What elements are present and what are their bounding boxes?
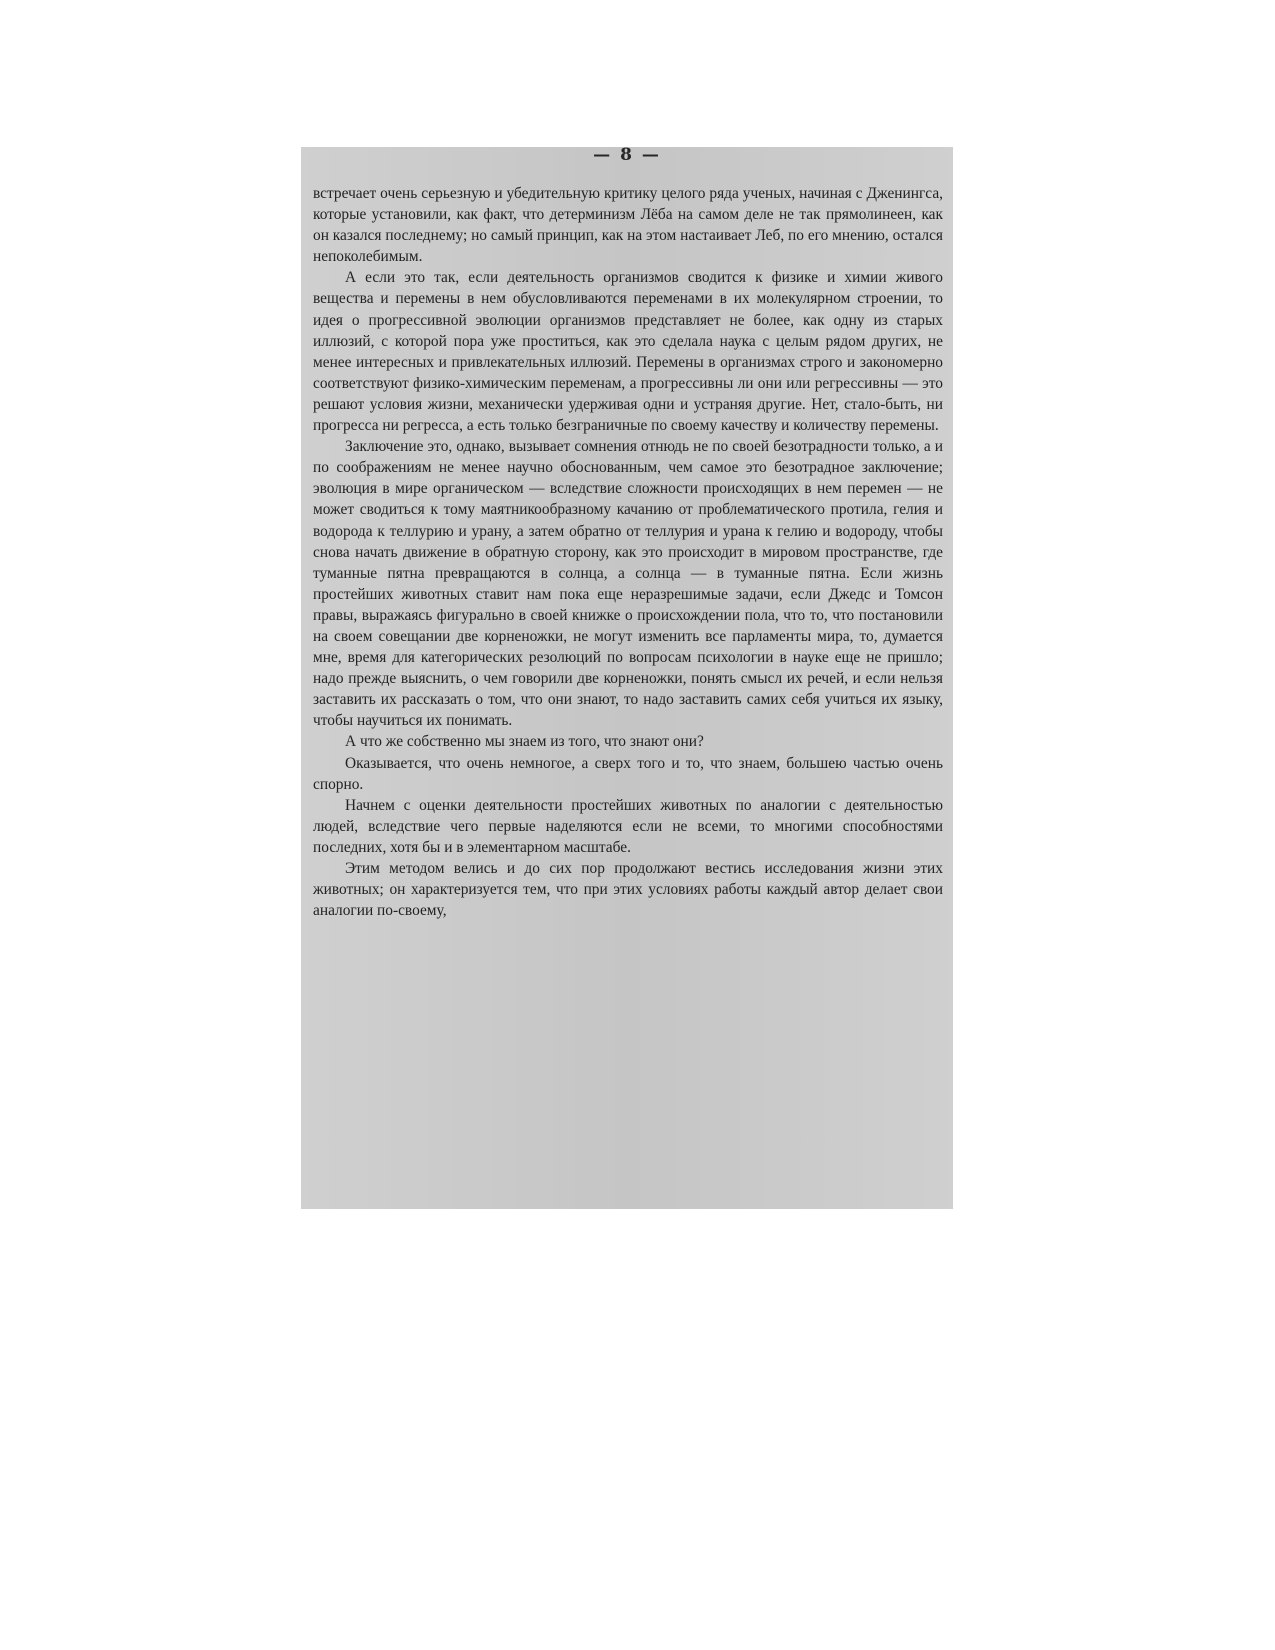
paragraph-5: Оказывается, что очень немногое, а сверх того и то, что знаем, большею частью очень спорно.	[313, 754, 943, 793]
paragraph-6: Начнем с оценки деятельности простейших животных по аналогии с деятельностью людей, вследствие чего первые наделяются если не всеми, то многими способностями последних, хотя бы и в элементарном масштабе.	[313, 796, 943, 856]
paragraph-4: А что же собственно мы знаем из того, что знают они?	[345, 733, 704, 751]
paragraph-2: А если это так, если деятельность организмов сводится к физике и химии живого вещества и перемены в нем обусловливаются переменами в их молекулярном строении, то идея о прогрессивной эволюции организмов представляет не более, как одну из старых иллюзий, с которой пора уже проститься, как это сделала наука с целым рядом других, не менее интересных и привлекательных иллюзий. Перемены в организмах строго и закономерно соответствуют физико-химическим переменам, а прогрессивны ли они или регрессивны — это решают условия жизни, механически удерживая одни и устраняя другие. Нет, стало-быть, ни прогресса ни регресса, а есть только безграничные по своему качеству и количеству перемены.	[313, 269, 943, 435]
paragraph-7: Этим методом велись и до сих пор продолжают вестись исследования жизни этих животных; он характеризуется тем, что при этих условиях работы каждый автор делает свои аналогии по-своему,	[313, 860, 943, 920]
page-number: — 8 —	[593, 147, 661, 165]
paragraph-3: Заключение это, однако, вызывает сомнения отнюдь не по своей безотрадности только, а и по соображениям не менее научно обоснованным, чем самое это безотрадное заключение; эволюция в мире органическом — вследствие сложности происходящих в нем перемен — не может сводиться к тому маятникообразному качанию от проблематического протила, гелия и водорода к теллурию и урану, а затем обратно от теллурия и урана к гелию и водороду, чтобы снова начать движение в обратную сторону, как это происходит в мировом пространстве, где туманные пятна превращаются в солнца, а солнца — в туманные пятна. Если жизнь простейших животных ставит нам пока еще неразрешимые задачи, если Джедс и Томсон правы, выражаясь фигурально в своей книжке о происхождении пола, что то, что постановили на своем совещании две корненожки, не могут изменить все парламенты мира, то, думается мне, время для категорических резолюций по вопросам психологии в науке еще не пришло; надо прежде выяснить, о чем говорили две корненожки, понять смысл их речей, и если нельзя заставить их рассказать о том, что они знают, то надо заставить самих себя учиться их языку, чтобы научиться их понимать.	[313, 438, 943, 730]
scanned-page	[301, 147, 953, 1209]
paragraph-1: встречает очень серьезную и убедительную критику целого ряда ученых, начиная с Дженингса, которые установили, как факт, что детерминизм Лёба на самом деле не так прямолинеен, как он казался последнему; но самый принцип, как на этом настаивает Леб, по его мнению, остался непоколебимым.	[313, 185, 943, 266]
body-text	[313, 183, 943, 921]
